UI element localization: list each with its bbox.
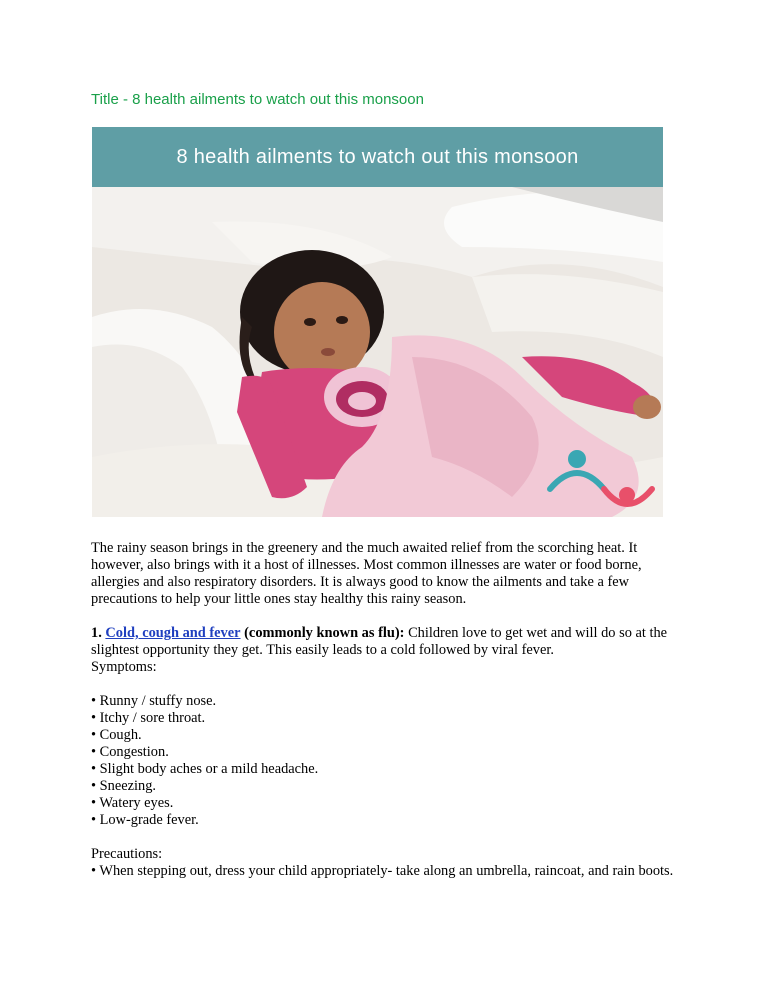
- list-item: • Congestion.: [91, 744, 169, 760]
- section-1-paragraph: [91, 625, 681, 659]
- list-item: • Cough.: [91, 727, 142, 743]
- intro-paragraph: The rainy season brings in the greenery and the much awaited relief from the scorching heat. It however, also brings with it a host of illnesses. Most common illnesses are water or food borne, allergies and also respiratory disorders. It is always good to know the ailments and take a few precautions to help your little ones stay healthy this rainy season.: [91, 540, 642, 607]
- hero-image: [92, 127, 663, 517]
- page-title: Title - 8 health ailments to watch out this monsoon: [91, 91, 424, 108]
- section-number: 1.: [91, 625, 102, 641]
- symptoms-label: Symptoms:: [91, 659, 157, 675]
- section-subtitle: (commonly known as flu):: [244, 625, 405, 641]
- list-item: • When stepping out, dress your child appropriately- take along an umbrella, raincoat, and rain boots.: [91, 863, 674, 879]
- list-item: • Slight body aches or a mild headache.: [91, 761, 319, 777]
- list-item: • Itchy / sore throat.: [91, 710, 206, 726]
- section-text: Children love to get wet and will do so at the slightest opportunity they get. This easily leads to a cold followed by viral fever.: [91, 625, 668, 658]
- cold-cough-fever-link[interactable]: Cold, cough and fever: [105, 625, 241, 641]
- article-body: [91, 540, 681, 880]
- list-item: • Sneezing.: [91, 778, 156, 794]
- list-item: • Runny / stuffy nose.: [91, 693, 217, 709]
- list-item: • Watery eyes.: [91, 795, 174, 811]
- list-item: • Low-grade fever.: [91, 812, 199, 828]
- banner-title: 8 health ailments to watch out this monsoon: [176, 145, 579, 168]
- precautions-label: Precautions:: [91, 846, 163, 862]
